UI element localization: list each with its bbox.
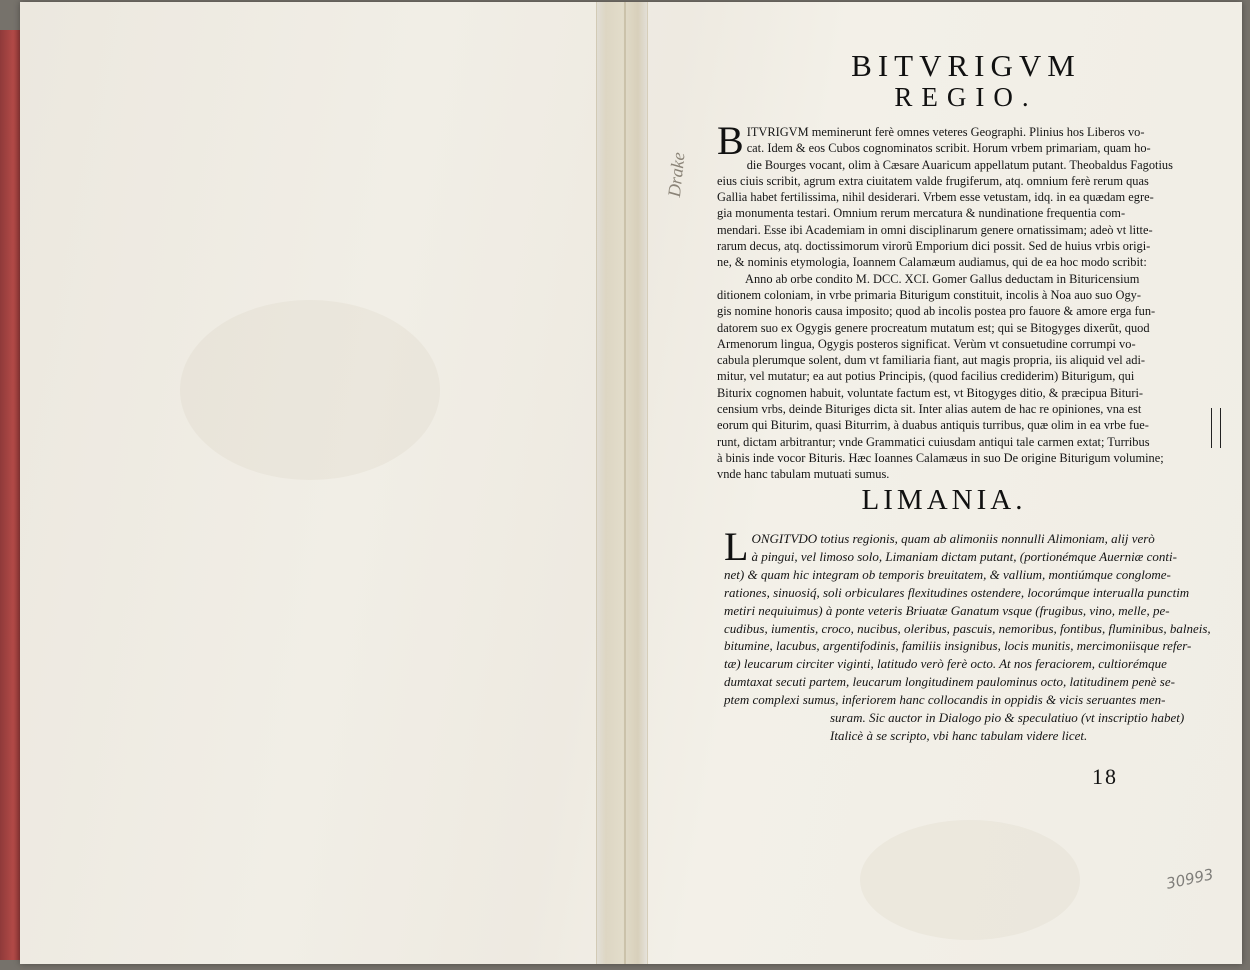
text-line: cat. Idem & eos Cubos cognominatos scribit. Horum vrbem primariam, quam ho- (746, 141, 1151, 156)
text-line: eius ciuis scribit, agrum extra ciuitatem valde frugiferum, atq. omnium ferè rerum quas (717, 173, 1149, 188)
text-line: cabula plerumque solent, dum vt familiaria fiant, aut magis propria, iis aliquid vel adi- (717, 353, 1146, 368)
text-line: mendari. Esse ibi Academiam in omni disciplinarum genere ornatissimam; adeò vt litte- (717, 222, 1153, 237)
text-line: net) & quam hic integram ob temporis breuitatem, & vallium, montiúmque conglome- (724, 566, 1171, 582)
text-line: Biturix cognomen habuit, voluntate factum est, vt Bitogyges ditio, & præcipua Bituri- (717, 385, 1144, 400)
handwritten-margin-note: Drake (664, 151, 689, 199)
text-line: bitumine, lacubus, argentifodinis, familiis insignibus, locis munitis, mercimoniisque refer- (724, 638, 1192, 654)
text-line: mitur, vel mutatur; ea aut potius Principis, (quod facilius crediderim) Biturigum, qui (717, 369, 1135, 384)
drop-cap: B (717, 118, 744, 163)
text-line: dumtaxat secuti partem, leucarum longitudinem paulominus octo, latitudinem penè se- (724, 674, 1175, 690)
text-line: ITVRIGVM meminerunt ferè omnes veteres Geographi. Plinius hos Liberos vo- (746, 125, 1145, 139)
text-line: à binis inde vocor Bituris. Hæc Ioannes Calamæus in suo De origine Biturigum volumine; (717, 450, 1164, 465)
text-line: Armenorum lingua, Ogygis posteros significat. Verùm vt consuetudine corrumpi vo- (717, 336, 1136, 351)
text-line: rarum decus, atq. doctissimorum virorũ Emporium dici possit. Sed de huius vrbis origi- (717, 239, 1151, 254)
text-line: rationes, sinuosiq́, soli orbiculares flexitudines ostendere, locorúmque interualla punctim (724, 584, 1190, 600)
margin-bracket-mark (1211, 408, 1221, 448)
inventory-number: 30993 (1164, 865, 1216, 893)
text-line: Italicè à se scripto, vbi hanc tabulam videre licet. (830, 727, 1088, 743)
text-line: ptem complexi sumus, inferiorem hanc collocandis in oppidis & vicis seruantes men- (724, 692, 1166, 708)
text-line: Gallia habet fertilissima, nihil desiderari. Vrbem esse vetustam, idq. in ea quædam egre- (717, 190, 1154, 205)
limania-paragraph (724, 524, 1236, 745)
text-line: suram. Sic auctor in Dialogo pio & speculatiuo (vt inscriptio habet) (830, 710, 1185, 726)
text-line: runt, dictam arbitrantur; vnde Grammatici cuiusdam antiqui tale carmen extat; Turribus (717, 434, 1150, 449)
text-line: metiri nequiuimus) à ponte veteris Briuatæ Ganatum vsque (frugibus, vino, melle, pe- (724, 602, 1170, 618)
fold-crease (624, 2, 626, 964)
text-page (646, 2, 1242, 964)
text-line: ditionem coloniam, in vrbe primaria Biturigum constituit, incolis à Noa auo suo Ogy- (717, 287, 1141, 302)
text-line: gis nomine honoris causa imposito; quod ab incolis postea pro fauore & amore erga fun- (717, 304, 1156, 319)
biturigum-paragraph (717, 118, 1237, 483)
text-line: eorum qui Biturim, quasi Biturrim, à duabus antiquis turribus, quæ olim in ea vrbe fue- (717, 418, 1149, 433)
red-binding-edge (0, 30, 22, 960)
page-number: 18 (1092, 764, 1118, 789)
text-line: ONGITVDO totius regionis, quam ab alimoniis nonnulli Alimoniam, alij verò (751, 531, 1155, 546)
text-line: Anno ab orbe condito M. DCC. XCI. Gomer Gallus deductam in Bituricensium (745, 271, 1140, 286)
text-line: datorem suo ex Ogygis genere procreatum mutatum est; qui se Bitogyges dixerũt, quod (717, 320, 1150, 335)
section-heading-limania: LIMANIA. (861, 484, 1027, 516)
blank-left-page (22, 4, 604, 959)
page-subtitle: REGIO. (894, 82, 1038, 112)
text-line: vnde hanc tabulam mutuati sumus. (717, 467, 890, 482)
text-line: à pingui, vel limoso solo, Limaniam dictam putant, (portionémque Auerniæ conti- (751, 548, 1177, 564)
center-fold (596, 2, 648, 964)
drop-cap: L (724, 524, 749, 569)
text-line: die Bourges vocant, olim à Cæsare Auaricum appellatum putant. Theobaldus Fagotius (746, 157, 1173, 172)
text-line: censium vrbs, deinde Bituriges dicta sit. Inter alias autem de hac re opiniones, vna est (717, 402, 1142, 417)
text-line: tæ) leucarum circiter viginti, latitudo verò ferè octo. At nos feraciorem, cultiorémque (724, 656, 1167, 672)
text-line: gia monumenta testari. Omnium rerum mercatura & nundinatione frequentia com- (717, 206, 1126, 221)
text-line: cudibus, iumentis, croco, nucibus, oleribus, pascuis, nemoribus, fontibus, fluminibus, balneis, (724, 620, 1211, 636)
page-title: BITVRIGVM (851, 48, 1081, 83)
text-line: ne, & nominis etymologia, Ioannem Calamæum audiamus, qui de ea hoc modo scribit: (717, 255, 1147, 270)
